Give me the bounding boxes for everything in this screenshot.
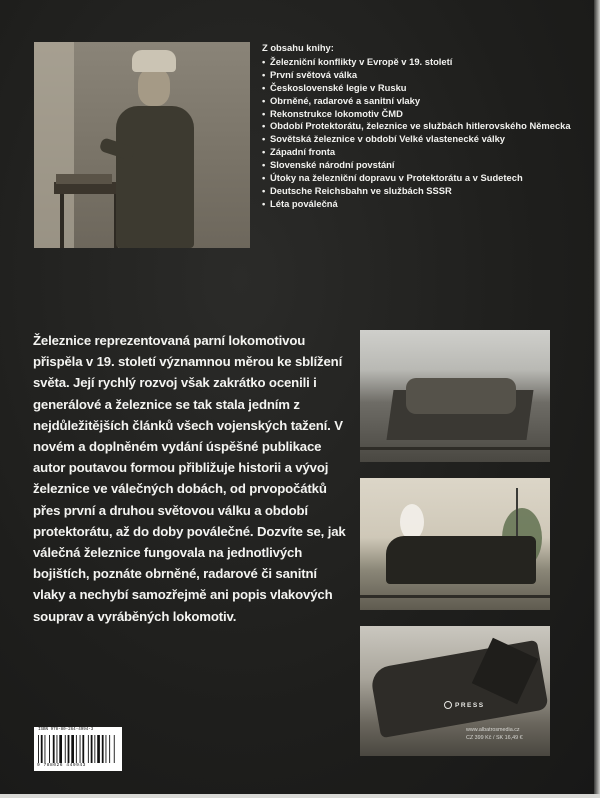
toc-item: • První světová válka	[262, 69, 592, 82]
description-text: Železnice reprezentovaná parní lokomotivou přispěla v 19. století významnou měrou ke sblížení světa. Její rychlý rozvoj však zakrátko ocenili i generálové a železnice se tak stala jedním z nejdůležitějších článků všech vojenských tažení. V novém a doplněném vydání úspěšné publikace autor poutavou formou přibližuje historii a vývoj železnice ve válečných dobách, od prvopočátků přes první a druhou světovou válku a období protektorátu, až do doby poválečné. Dozvíte se, jak válečná železnice fungovala na jednotlivých bojištích, poznáte obrněné, radarové či sanitní vlaky a nechybí samozřejmě ani popis vlakových souprav a vyráběných lokomotiv.	[33, 333, 346, 624]
soldier-portrait-photo	[34, 42, 250, 248]
toc-item: • Železniční konflikty v Evropě v 19. století	[262, 56, 592, 69]
toc-item: • Sovětská železnice v období Velké vlastenecké války	[262, 133, 592, 146]
steam-locomotive-photo	[360, 478, 550, 610]
toc-item: • Léta poválečná	[262, 198, 592, 211]
price-label: CZ 399 Kč / SK 16,49 €	[466, 734, 523, 741]
toc-item: • Útoky na železniční dopravu v Protektorátu a v Sudetech	[262, 172, 592, 185]
book-description	[33, 330, 351, 627]
toc-list	[262, 56, 592, 211]
table-of-contents	[262, 42, 592, 211]
barcode-digits: 9 788026 449943	[37, 763, 86, 768]
publisher-info	[466, 727, 523, 742]
toc-item: • Deutsche Reichsbahn ve službách SSSR	[262, 185, 592, 198]
cover-edge	[594, 0, 600, 798]
barcode-bars	[38, 735, 118, 763]
toc-item: • Obrněné, radarové a sanitní vlaky	[262, 95, 592, 108]
publisher-logo-text: PRESS	[455, 701, 485, 709]
toc-item: • Slovenské národní povstání	[262, 159, 592, 172]
toc-item: • Západní fronta	[262, 146, 592, 159]
cover-bottom-edge	[0, 794, 600, 798]
publisher-website: www.albatrosmedia.cz	[466, 727, 520, 733]
isbn-label: ISBN 978-80-264-4994-3	[38, 728, 94, 732]
toc-heading: Z obsahu knihy:	[262, 42, 334, 53]
isbn-barcode	[34, 727, 122, 771]
publisher-logo-icon	[444, 701, 452, 709]
toc-item: • Období Protektorátu, železnice ve službách hitlerovského Německa	[262, 120, 592, 133]
toc-item: • Rekonstrukce lokomotiv ČMD	[262, 108, 592, 121]
toc-item: • Československé legie v Rusku	[262, 82, 592, 95]
publisher-logo	[444, 701, 485, 709]
troop-train-photo	[360, 330, 550, 462]
